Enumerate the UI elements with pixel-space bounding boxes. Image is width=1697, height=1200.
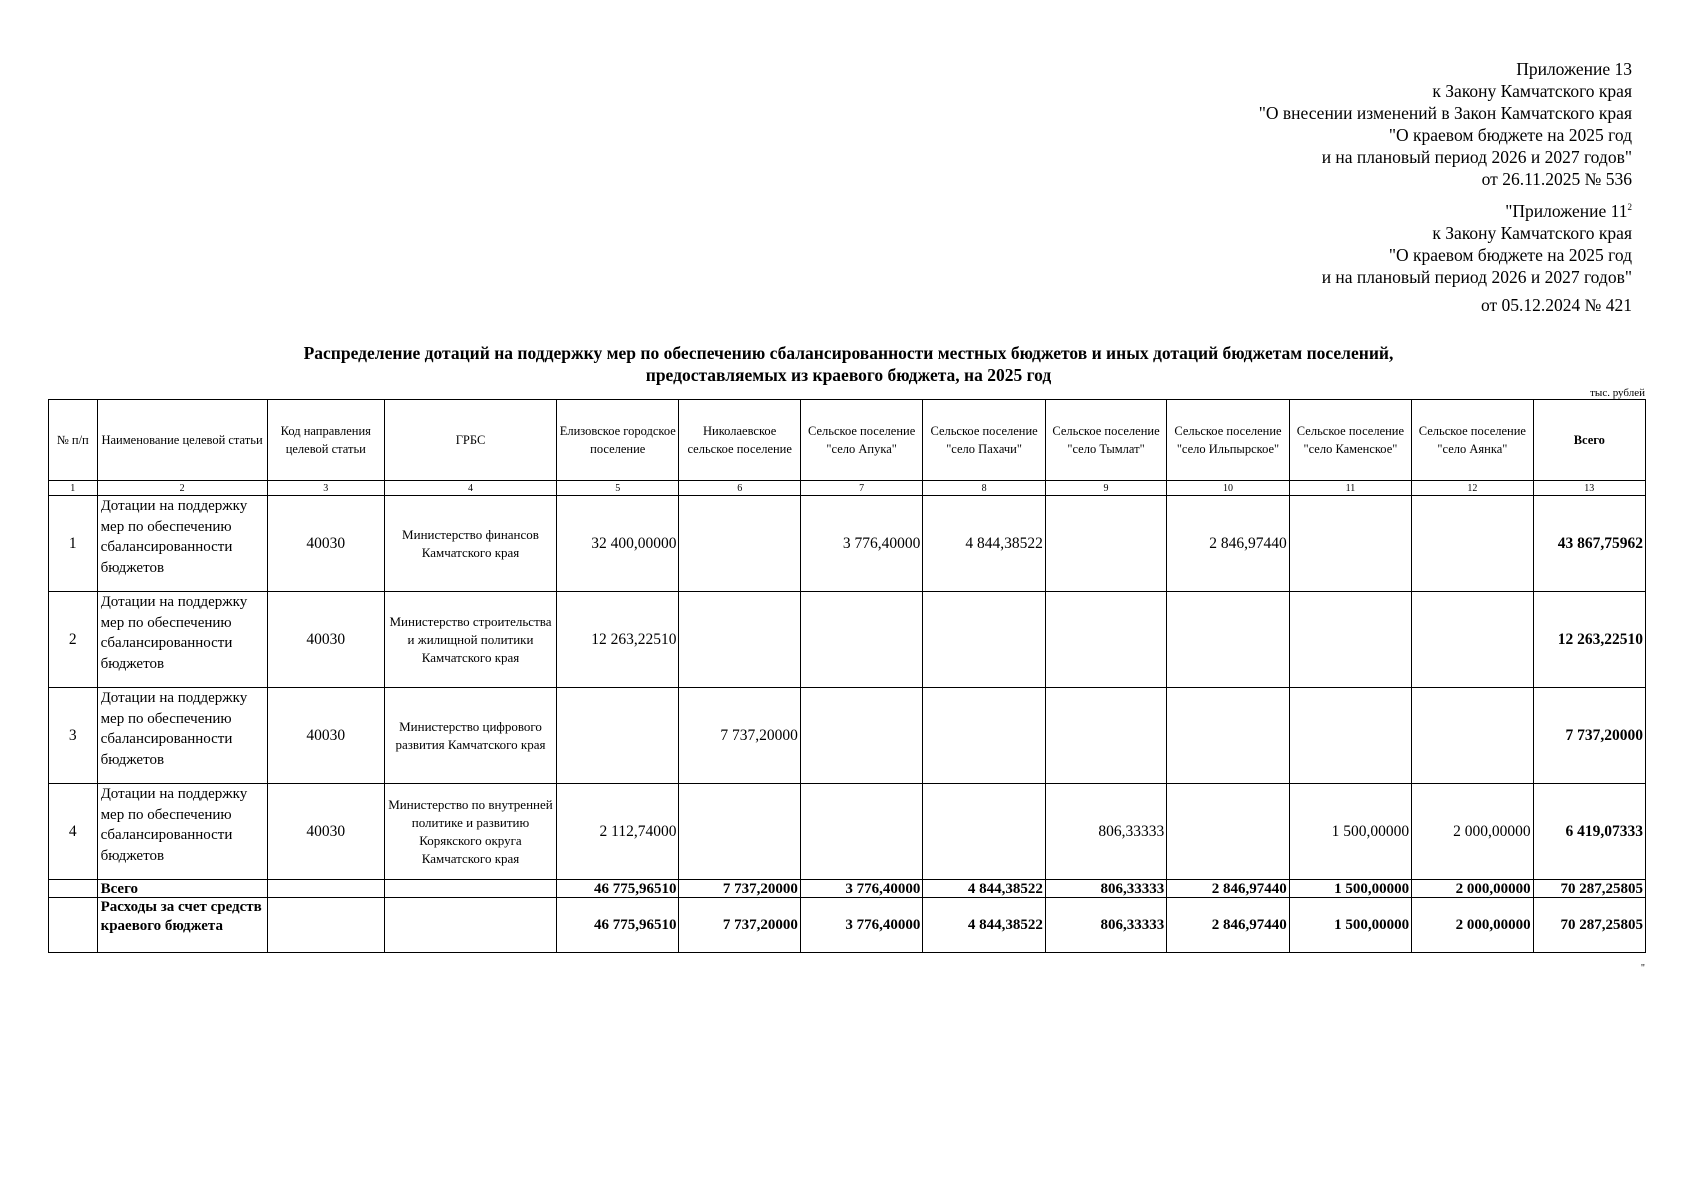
total-row [49,880,1646,898]
row-grbs: Министерство цифрового развития Камчатского края [384,688,556,784]
appendix11-line-3: и на плановый период 2026 и 2027 годов" [1321,267,1632,287]
row-number: 3 [49,688,98,784]
row-article-text: Дотации на поддержку мер по обеспечению сбалансированности бюджетов [100,498,248,576]
row-value: 1 500,00000 [1289,784,1411,880]
header-tymlat: Сельское поселение "село Тымлат" [1045,400,1166,481]
expense-value: 2 000,00000 [1412,898,1533,953]
total-label: Всего [97,880,267,898]
row-value: 7 737,20000 [679,688,800,784]
row-code: 40030 [267,784,384,880]
row-code: 40030 [267,496,384,592]
expense-label: Расходы за счет средств краевого бюджета [97,898,267,953]
title-line-2: предоставляемых из краевого бюджета, на 2025 год [645,365,1052,385]
expense-value: 4 844,38522 [923,898,1045,953]
header-kamenskoe: Сельское поселение "село Каменское" [1289,400,1411,481]
row-value [1045,688,1166,784]
row-value [1289,496,1411,592]
col-num: 4 [384,481,556,496]
expense-value: 46 775,96510 [557,898,679,953]
row-value [923,688,1045,784]
row-value [800,592,922,688]
total-empty [384,880,556,898]
header-pakhachi: Сельское поселение "село Пахачи" [923,400,1045,481]
subsidies-table [48,399,1646,953]
row-number: 4 [49,784,98,880]
col-num: 8 [923,481,1045,496]
expense-empty [267,898,384,953]
appendix13-line-4: "О краевом бюджете на 2025 год [1388,125,1632,145]
expense-empty [49,898,98,953]
col-num: 2 [97,481,267,496]
row-value [1167,592,1289,688]
header-article-name: Наименование целевой статьи [97,400,267,481]
row-code: 40030 [267,688,384,784]
col-num: 10 [1167,481,1289,496]
row-grbs: Министерство по внутренней политике и развитию Корякского округа Камчатского края [384,784,556,880]
header-apuka: Сельское поселение "село Апука" [800,400,922,481]
col-num: 7 [800,481,922,496]
appendix13-line-3: "О внесении изменений в Закон Камчатского края [1258,103,1632,123]
row-value: 12 263,22510 [557,592,679,688]
row-value [923,784,1045,880]
row-value: 4 844,38522 [923,496,1045,592]
table-row [49,496,1646,592]
appendix11-superscript: 2 [1627,202,1632,213]
row-value [1289,592,1411,688]
row-article-name [97,784,267,880]
expense-empty [384,898,556,953]
col-num: 1 [49,481,98,496]
row-value: 32 400,00000 [557,496,679,592]
row-value [1412,688,1533,784]
total-grand: 70 287,25805 [1533,880,1645,898]
row-number: 2 [49,592,98,688]
row-value: 2 846,97440 [1167,496,1289,592]
row-total: 7 737,20000 [1533,688,1645,784]
col-num: 13 [1533,481,1645,496]
row-value [1412,496,1533,592]
expense-value: 2 846,97440 [1167,898,1289,953]
row-value: 3 776,40000 [800,496,922,592]
total-value: 3 776,40000 [800,880,922,898]
col-num: 5 [557,481,679,496]
row-article-text: Дотации на поддержку мер по обеспечению сбалансированности бюджетов [100,690,248,768]
row-grbs: Министерство финансов Камчатского края [384,496,556,592]
row-code: 40030 [267,592,384,688]
header-total: Всего [1533,400,1645,481]
appendix11-date: от 05.12.2024 № 421 [1481,295,1632,315]
row-value [923,592,1045,688]
expense-grand: 70 287,25805 [1533,898,1645,953]
col-num: 9 [1045,481,1166,496]
units-label: тыс. рублей [1590,387,1645,399]
total-value: 1 500,00000 [1289,880,1411,898]
row-article-text: Дотации на поддержку мер по обеспечению сбалансированности бюджетов [100,786,248,864]
table-row [49,688,1646,784]
table-row [49,592,1646,688]
document-title [50,342,1647,386]
row-article-text: Дотации на поддержку мер по обеспечению сбалансированности бюджетов [100,594,248,672]
row-grbs: Министерство строительства и жилищной политики Камчатского края [384,592,556,688]
appendix11-line-1: к Закону Камчатского края [1432,223,1632,243]
appendix11-main: "Приложение 11 [1505,201,1628,221]
col-num: 12 [1412,481,1533,496]
row-value [679,496,800,592]
total-value: 806,33333 [1045,880,1166,898]
row-value [1289,688,1411,784]
row-value [1167,784,1289,880]
header-code: Код направления целевой статьи [267,400,384,481]
row-total: 43 867,75962 [1533,496,1645,592]
total-value: 2 846,97440 [1167,880,1289,898]
row-total: 6 419,07333 [1533,784,1645,880]
row-article-name [97,592,267,688]
row-total: 12 263,22510 [1533,592,1645,688]
expense-value: 806,33333 [1045,898,1166,953]
row-value [679,592,800,688]
row-value: 2 112,74000 [557,784,679,880]
expense-value: 7 737,20000 [679,898,800,953]
header-ayanka: Сельское поселение "село Аянка" [1412,400,1533,481]
total-value: 46 775,96510 [557,880,679,898]
row-value: 2 000,00000 [1412,784,1533,880]
appendix13-line-1: Приложение 13 [1516,59,1632,79]
total-empty [49,880,98,898]
col-num: 3 [267,481,384,496]
row-value [1045,496,1166,592]
row-value [557,688,679,784]
col-num: 6 [679,481,800,496]
table-row [49,784,1646,880]
appendix13-line-6: от 26.11.2025 № 536 [1481,169,1632,189]
total-value: 2 000,00000 [1412,880,1533,898]
col-num: 11 [1289,481,1411,496]
row-value: 806,33333 [1045,784,1166,880]
header-nikolaevka: Николаевское сельское поселение [679,400,800,481]
expense-value: 3 776,40000 [800,898,922,953]
appendix-header [932,58,1632,316]
total-value: 4 844,38522 [923,880,1045,898]
appendix13-line-5: и на плановый период 2026 и 2027 годов" [1321,147,1632,167]
appendix13-line-2: к Закону Камчатского края [1432,81,1632,101]
row-value [1045,592,1166,688]
header-number: № п/п [49,400,98,481]
total-empty [267,880,384,898]
expense-row [49,898,1646,953]
appendix11-title [932,200,1632,222]
row-value [1167,688,1289,784]
row-value [1412,592,1533,688]
title-line-1: Распределение дотаций на поддержку мер по обеспечению сбалансированности местных бюджетов и иных дотаций бюджетам поселений, [303,343,1394,363]
row-value [800,784,922,880]
expense-value: 1 500,00000 [1289,898,1411,953]
appendix11-line-2: "О краевом бюджете на 2025 год [1388,245,1632,265]
row-value [800,688,922,784]
row-article-name [97,688,267,784]
row-value [679,784,800,880]
column-numbers-row [49,481,1646,496]
total-value: 7 737,20000 [679,880,800,898]
row-article-name [97,496,267,592]
table-header-row [49,400,1646,481]
row-number: 1 [49,496,98,592]
header-grbs: ГРБС [384,400,556,481]
header-elizovo: Елизовское городское поселение [557,400,679,481]
header-ilpyrskoe: Сельское поселение "село Ильпырское" [1167,400,1289,481]
closing-quote: " [1640,963,1645,974]
